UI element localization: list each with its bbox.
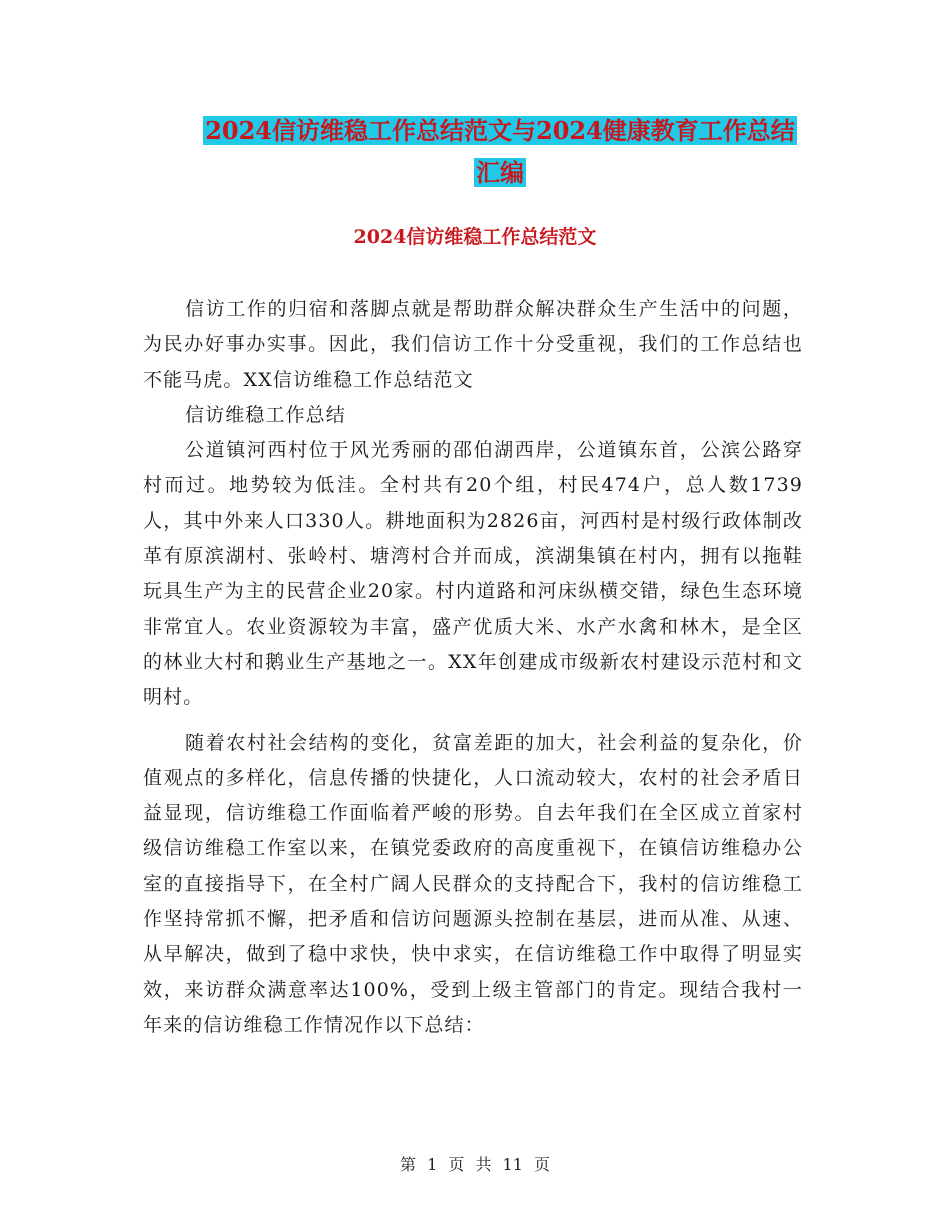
paragraph-subheading: 信访维稳工作总结	[185, 403, 346, 426]
document-title-line2: 汇编	[476, 158, 524, 187]
paragraph-village-overview: 公道镇河西村位于风光秀丽的邵伯湖西岸，公道镇东首，公滨公路穿村而过。地势较为低洼。全村共有20个组，村民474户，总人数1739人，其中外来人口330人。耕地面积为2826亩，河西村是村级行政体制改革有原滨湖村、张岭村、塘湾村合并而成，滨湖集镇在村内，拥有以拖鞋玩具生产为主的民营企业20家。村内道路和河床纵横交错，绿色生态环境非常宜人。农业资源较为丰富，盛产优质大米、水产水禽和林木，是全区的林业大村和鹅业生产基地之一。XX年创建成市级新农村建设示范村和文明村。	[143, 439, 803, 709]
page-footer: 第 1 页 共 11 页	[400, 1155, 550, 1174]
document-title-line1: 2024信访维稳工作总结范文与2024健康教育工作总结	[205, 116, 795, 145]
document-body	[143, 292, 803, 1043]
paragraph-work-summary: 随着农村社会结构的变化，贫富差距的加大，社会利益的复杂化，价值观点的多样化，信息传播的快捷化，人口流动较大，农村的社会矛盾日益显现，信访维稳工作面临着严峻的形势。自去年我们在全区成立首家村级信访维稳工作室以来，在镇党委政府的高度重视下，在镇信访维稳办公室的直接指导下，在全村广阔人民群众的支持配合下，我村的信访维稳工作坚持常抓不懈，把矛盾和信访问题源头控制在基层，进而从准、从速、从早解决，做到了稳中求快，快中求实，在信访维稳工作中取得了明显实效，来访群众满意率达100%，受到上级主管部门的肯定。现结合我村一年来的信访维稳工作情况作以下总结：	[143, 731, 803, 1036]
section-title: 2024信访维稳工作总结范文	[353, 226, 597, 248]
paragraph-intro: 信访工作的归宿和落脚点就是帮助群众解决群众生产生活中的问题，为民办好事办实事。因此，我们信访工作十分受重视，我们的工作总结也不能马虎。XX信访维稳工作总结范文	[143, 298, 803, 391]
document-title	[140, 110, 860, 194]
